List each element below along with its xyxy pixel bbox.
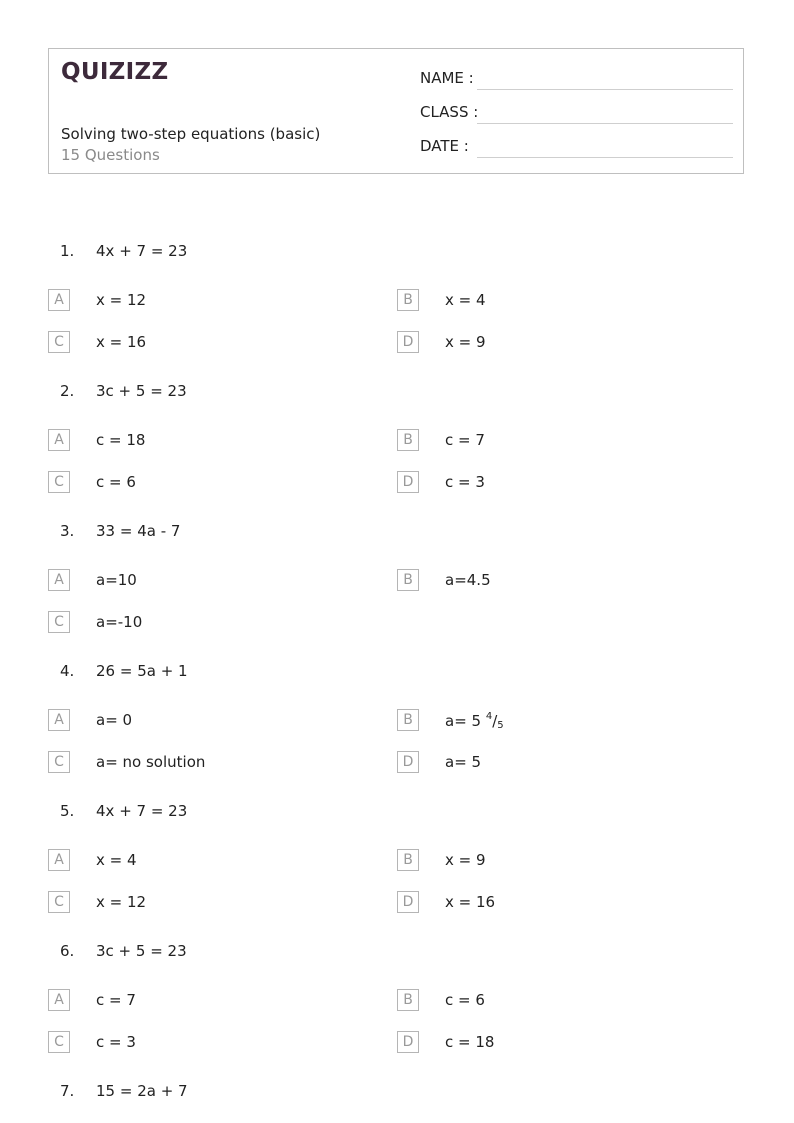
option-text bbox=[96, 753, 205, 771]
worksheet-header bbox=[48, 48, 744, 174]
question-number: 6. bbox=[60, 942, 75, 960]
quizizz-logo: QUIZIZZ bbox=[61, 59, 169, 85]
option-letter-box[interactable]: B bbox=[397, 289, 419, 311]
option-letter-box[interactable]: D bbox=[397, 751, 419, 773]
option-value: a=10 bbox=[96, 571, 137, 589]
option-value: c = 3 bbox=[445, 473, 485, 491]
option-text bbox=[96, 991, 136, 1009]
question-number: 4. bbox=[60, 662, 75, 680]
option-text bbox=[445, 991, 485, 1009]
option-value: c = 18 bbox=[445, 1033, 495, 1051]
option-text bbox=[445, 431, 485, 449]
option-letter-box[interactable]: C bbox=[48, 611, 70, 633]
option-letter-box[interactable]: B bbox=[397, 989, 419, 1011]
option-letter-box[interactable]: A bbox=[48, 569, 70, 591]
option-letter-box[interactable]: B bbox=[397, 569, 419, 591]
option-value: c = 7 bbox=[445, 431, 485, 449]
question-number: 5. bbox=[60, 802, 75, 820]
option-value: x = 12 bbox=[96, 893, 147, 911]
date-label: DATE : bbox=[420, 137, 469, 155]
date-line[interactable] bbox=[477, 157, 733, 158]
option-letter-box[interactable]: D bbox=[397, 891, 419, 913]
option-letter-box[interactable]: D bbox=[397, 471, 419, 493]
option-letter-box[interactable]: D bbox=[397, 1031, 419, 1053]
worksheet-title: Solving two-step equations (basic) bbox=[61, 125, 321, 143]
fraction-denominator: 5 bbox=[497, 720, 504, 731]
option-letter-box[interactable]: C bbox=[48, 471, 70, 493]
option-text bbox=[445, 1033, 494, 1051]
question-text: 26 = 5a + 1 bbox=[96, 662, 188, 680]
question-number: 3. bbox=[60, 522, 75, 540]
option-value: a= 0 bbox=[96, 711, 133, 729]
option-text bbox=[96, 473, 136, 491]
option-letter-box[interactable]: C bbox=[48, 331, 70, 353]
option-letter-box[interactable]: A bbox=[48, 289, 70, 311]
option-text bbox=[96, 851, 137, 869]
class-line[interactable] bbox=[477, 123, 733, 124]
question-text: 3c + 5 = 23 bbox=[96, 942, 187, 960]
option-text bbox=[445, 753, 481, 771]
question-text: 4x + 7 = 23 bbox=[96, 242, 188, 260]
class-label: CLASS : bbox=[420, 103, 479, 121]
name-label: NAME : bbox=[420, 69, 474, 87]
option-value: c = 3 bbox=[96, 1033, 136, 1051]
question-number: 1. bbox=[60, 242, 75, 260]
option-value: c = 6 bbox=[445, 991, 485, 1009]
option-letter-box[interactable]: D bbox=[397, 331, 419, 353]
option-text bbox=[96, 291, 146, 309]
option-letter-box[interactable]: A bbox=[48, 429, 70, 451]
question-text: 15 = 2a + 7 bbox=[96, 1082, 188, 1100]
option-value: c = 6 bbox=[96, 473, 136, 491]
option-letter-box[interactable]: B bbox=[397, 849, 419, 871]
option-text bbox=[96, 431, 145, 449]
option-value: c = 7 bbox=[96, 991, 136, 1009]
option-value: x = 9 bbox=[445, 851, 486, 869]
option-letter-box[interactable]: A bbox=[48, 709, 70, 731]
option-text bbox=[445, 473, 485, 491]
option-text bbox=[445, 571, 491, 589]
option-text bbox=[445, 893, 495, 911]
option-text bbox=[96, 333, 146, 351]
option-text bbox=[96, 613, 142, 631]
option-value: x = 16 bbox=[445, 893, 496, 911]
question-count: 15 Questions bbox=[61, 146, 160, 164]
option-value: a=4.5 bbox=[445, 571, 491, 589]
option-text bbox=[96, 1033, 136, 1051]
option-value: a= 5 bbox=[445, 712, 482, 730]
option-text bbox=[96, 893, 146, 911]
option-letter-box[interactable]: B bbox=[397, 709, 419, 731]
option-value: c = 18 bbox=[96, 431, 146, 449]
option-value: x = 9 bbox=[445, 333, 486, 351]
option-text bbox=[445, 333, 486, 351]
name-line[interactable] bbox=[477, 89, 733, 90]
option-value: a= 5 bbox=[445, 753, 482, 771]
question-text: 3c + 5 = 23 bbox=[96, 382, 187, 400]
question-text: 33 = 4a - 7 bbox=[96, 522, 181, 540]
option-value: x = 12 bbox=[96, 291, 147, 309]
option-value: a= no solution bbox=[96, 753, 206, 771]
question-text: 4x + 7 = 23 bbox=[96, 802, 188, 820]
option-value: a=-10 bbox=[96, 613, 143, 631]
option-text: a= 5 $^4/_5$ bbox=[445, 711, 504, 731]
question-number: 2. bbox=[60, 382, 75, 400]
option-text bbox=[96, 711, 132, 729]
option-letter-box[interactable]: C bbox=[48, 751, 70, 773]
fraction-numerator: 4 bbox=[485, 711, 493, 722]
option-value: x = 16 bbox=[96, 333, 147, 351]
question-number: 7. bbox=[60, 1082, 75, 1100]
option-text bbox=[445, 851, 486, 869]
option-text bbox=[445, 291, 486, 309]
option-value: x = 4 bbox=[96, 851, 137, 869]
option-letter-box[interactable]: A bbox=[48, 989, 70, 1011]
option-text bbox=[96, 571, 137, 589]
option-letter-box[interactable]: C bbox=[48, 1031, 70, 1053]
option-value: x = 4 bbox=[445, 291, 486, 309]
option-letter-box[interactable]: A bbox=[48, 849, 70, 871]
option-letter-box[interactable]: C bbox=[48, 891, 70, 913]
option-letter-box[interactable]: B bbox=[397, 429, 419, 451]
